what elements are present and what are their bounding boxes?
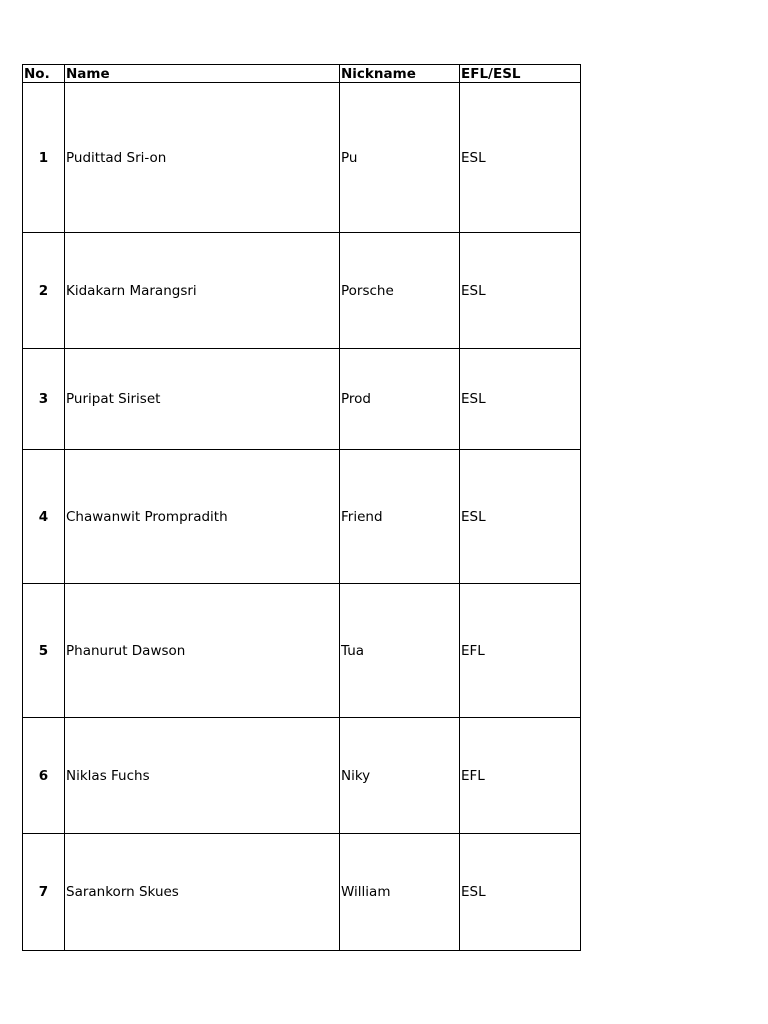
row-number: 3 <box>23 349 65 450</box>
row-number: 7 <box>23 834 65 951</box>
table-row <box>23 450 581 584</box>
student-name: Niklas Fuchs <box>65 718 340 834</box>
row-number: 6 <box>23 718 65 834</box>
student-efl-esl: ESL <box>460 233 581 349</box>
student-roster-table <box>22 64 581 951</box>
student-name: Pudittad Sri-on <box>65 83 340 233</box>
row-number: 5 <box>23 584 65 718</box>
header-row <box>23 65 581 83</box>
student-name: Phanurut Dawson <box>65 584 340 718</box>
table-row <box>23 834 581 951</box>
header-nickname: Nickname <box>340 65 460 83</box>
table-row <box>23 83 581 233</box>
student-efl-esl: ESL <box>460 450 581 584</box>
student-efl-esl: ESL <box>460 83 581 233</box>
student-name: Chawanwit Prompradith <box>65 450 340 584</box>
row-number: 1 <box>23 83 65 233</box>
row-number: 4 <box>23 450 65 584</box>
student-efl-esl: EFL <box>460 584 581 718</box>
student-efl-esl: EFL <box>460 718 581 834</box>
student-nickname: Porsche <box>340 233 460 349</box>
table-row <box>23 349 581 450</box>
table-row <box>23 584 581 718</box>
student-name: Kidakarn Marangsri <box>65 233 340 349</box>
table-row <box>23 718 581 834</box>
student-nickname: Prod <box>340 349 460 450</box>
header-efl-esl: EFL/ESL <box>460 65 581 83</box>
header-no: No. <box>23 65 65 83</box>
table-header <box>23 65 581 83</box>
student-name: Puripat Siriset <box>65 349 340 450</box>
student-name: Sarankorn Skues <box>65 834 340 951</box>
table-body <box>23 83 581 951</box>
student-nickname: Friend <box>340 450 460 584</box>
student-nickname: William <box>340 834 460 951</box>
student-nickname: Pu <box>340 83 460 233</box>
student-nickname: Tua <box>340 584 460 718</box>
student-efl-esl: ESL <box>460 834 581 951</box>
table-row <box>23 233 581 349</box>
student-efl-esl: ESL <box>460 349 581 450</box>
student-nickname: Niky <box>340 718 460 834</box>
header-name: Name <box>65 65 340 83</box>
row-number: 2 <box>23 233 65 349</box>
